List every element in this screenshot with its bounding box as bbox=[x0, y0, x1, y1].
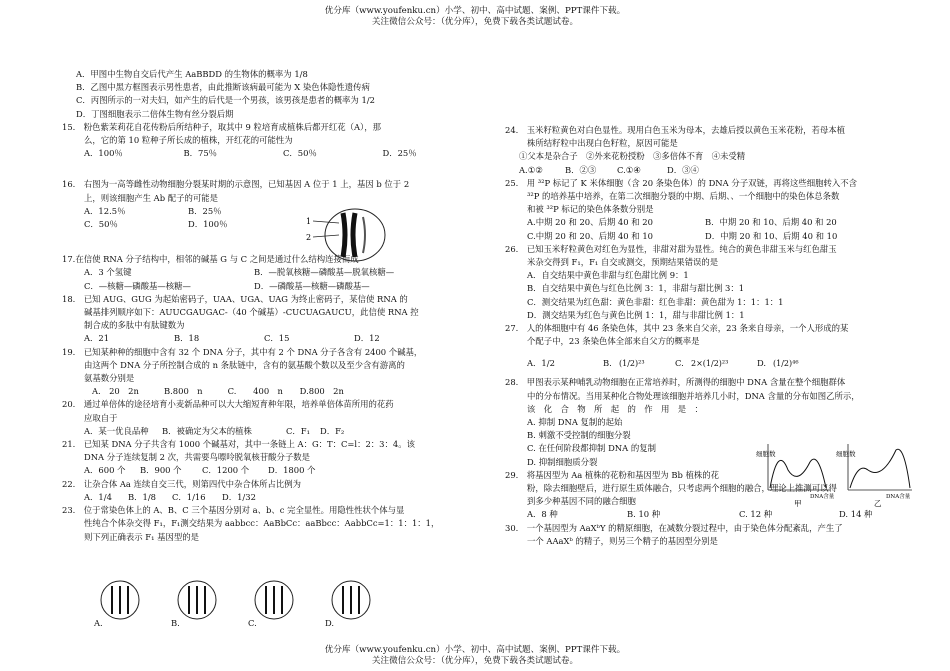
caption-yi: 乙 bbox=[874, 499, 882, 508]
footer-line-2: 关注微信公众号：（优分库），免费下载各类试题试卷。 bbox=[371, 656, 579, 666]
q18-option-d: D．12 bbox=[354, 333, 380, 344]
caption-jia: 甲 bbox=[794, 499, 802, 508]
q25-stem-1: 25. 用 ³²P 标记了 K 米体细胞（含 20 条染色体）的 DNA 分子双链，再将这些细胞转入不含 bbox=[505, 177, 857, 188]
q24-option-b: B．②③ bbox=[565, 164, 597, 175]
header-line-2: 关注微信公众号：（优分库），免费下载各类试题试卷。 bbox=[371, 17, 579, 27]
q18-option-a: A．21 bbox=[84, 333, 110, 344]
q28-option-a: A. 抑制 DNA 复制的起始 bbox=[527, 417, 623, 428]
q29-options bbox=[505, 508, 915, 521]
q23-option-a: A. bbox=[94, 618, 103, 628]
q28-stem-1: 28. 甲图表示某种哺乳动物细胞在正常培养时，所测得的细胞中 DNA 含量在整个细胞群体 bbox=[505, 377, 846, 388]
q15-option-a: A．100％ bbox=[84, 148, 123, 159]
q21-stem-2: DNA 分子连续复制 2 次，共需要鸟嘌呤脱氧核苷酸分子数是 bbox=[84, 452, 311, 463]
q30-stem-2: 一个 AAaXᵇ 的精子，则另三个精子的基因型分别是 bbox=[527, 535, 718, 546]
q24-option-d: D．③④ bbox=[667, 164, 699, 175]
q29-option-b: B. 10 种 bbox=[627, 509, 661, 520]
q23-figure-b bbox=[178, 581, 216, 619]
q16-option-d: D．100％ bbox=[188, 219, 228, 230]
q23-stem-1: 23. 位于常染色体上的 A、B、C 三个基因分别对 a、b、c 完全显性。用隐性性状个体与显 bbox=[62, 505, 405, 516]
q17-stem: 17.在信使 RNA 分子结构中，相邻的碱基 G 与 C 之间是通过什么结构连接而成 bbox=[62, 254, 359, 265]
q28-graph-jia bbox=[756, 444, 835, 508]
page-header bbox=[0, 6, 950, 28]
q23-stem-2: 性纯合个体杂交得 F₁，F₁测交结果为 aabbcc：AaBbCc：aaBbcc：AabbCc=1：1：1：1， bbox=[84, 518, 440, 529]
q14-option-c: C．丙图所示的一对夫妇，如产生的后代是一个男孩，该男孩是患者的概率为 1/2 bbox=[76, 95, 375, 106]
q17-options-row1 bbox=[62, 266, 482, 279]
q20-option-b: B．被确定为父本的植株 bbox=[162, 425, 252, 436]
q27-option-d: D. bbox=[757, 358, 767, 369]
q26-stem-2: 米杂交得到 F₁，F₁ 自交或测交，预期结果错误的是 bbox=[527, 257, 719, 268]
q25-options-row1 bbox=[505, 216, 915, 229]
q15-option-b: B．75％ bbox=[183, 148, 218, 159]
q27-option-a: A．1/2 bbox=[527, 358, 555, 369]
q16-stem-1: 16. 右图为一高等雌性动物细胞分裂某时期的示意图，已知基因 A 位于 1 上，基因 b 位于 2 bbox=[62, 179, 410, 190]
q26-option-b: B．自交结果中黄色与红色比例 3：1，非甜与甜比例 3：1 bbox=[527, 283, 745, 294]
q20-option-c: C．F₁ bbox=[286, 425, 310, 436]
q29-option-c: C. 12 种 bbox=[739, 509, 773, 520]
q17-options-row2 bbox=[62, 280, 482, 293]
q21-options bbox=[62, 464, 482, 477]
q18-stem-2: 碱基排列顺序如下：AUUCGAUGAC-（40 个碱基）-CUCUAGAUCU，此信使 RNA 控 bbox=[84, 307, 419, 318]
q27-stem-2: 个配子中，23 条染色体全部来自父方的概率是 bbox=[527, 336, 700, 347]
xlabel-jia: DNA含量 bbox=[810, 494, 835, 500]
chromosome-left bbox=[343, 213, 345, 257]
q28-option-c: C. 在任何阶段都抑制 DNA 的复制 bbox=[527, 443, 656, 454]
q25-option-a: A.中期 20 和 20、后期 40 和 20 bbox=[527, 217, 653, 228]
q28-graph-yi bbox=[836, 444, 912, 508]
q19-stem-2: 由这两个 DNA 分子所控制合成的 n 条肽链中，含有的氨基酸个数以及至少含有游离的 bbox=[84, 359, 405, 370]
q25-option-c: C.中期 20 和 20、后期 40 和 10 bbox=[527, 230, 653, 241]
q26-stem-1: 26. 已知玉米籽粒黄色对红色为显性，非甜对甜为显性。纯合的黄色非甜玉米与红色甜玉 bbox=[505, 243, 837, 254]
q19-stem-1: 19. 已知某种种的细胞中含有 32 个 DNA 分子，其中有 2 个 DNA 分子各含有 2400 个碱基， bbox=[62, 346, 423, 357]
q23-figures bbox=[92, 578, 392, 630]
q24-stem-1: 24. 玉米籽粒黄色对白色显性。现用白色玉米为母本，去雄后授以黄色玉米花粉，若母本植 bbox=[505, 125, 845, 135]
q29-stem-3: 到多少种基因不同的融合细胞 bbox=[527, 496, 636, 507]
q25-option-b: B．中期 20 和 10、后期 40 和 20 bbox=[705, 217, 837, 228]
q16-option-c: C．50％ bbox=[84, 219, 118, 230]
q16-option-a: A．12.5％ bbox=[84, 205, 126, 216]
q23-stem-3: 则下列正确表示 F₁ 基因型的是 bbox=[84, 531, 199, 542]
q27-option-c-value: 2×(1/2)²³ bbox=[691, 359, 729, 369]
q14-option-b: B．乙图中黑方框图表示男性患者，由此推断该病最可能为 X 染色体隐性遗传病 bbox=[76, 82, 370, 93]
q27-option-c: C. bbox=[675, 358, 684, 369]
q29-option-a: A．8 种 bbox=[527, 509, 558, 520]
q21-option-b: B．900 个 bbox=[140, 465, 182, 476]
q21-option-a: A．600 个 bbox=[84, 465, 126, 476]
q15-option-d: D．25％ bbox=[382, 148, 417, 159]
q23-figure-a bbox=[101, 581, 139, 619]
q15-stem-1: 15. 粉色紫茉莉花自花传粉后所结种子，取其中 9 粒培育成植株后都开红花（A），那 bbox=[62, 121, 381, 132]
q21-option-c: C．1200 个 bbox=[202, 465, 250, 476]
q28-dna-figure bbox=[756, 440, 916, 508]
q30-stem-1: 30. 一个基因型为 AaXᵇY 的精原细胞，在减数分裂过程中，由于染色体分配紊乱，产生了 bbox=[505, 522, 843, 533]
q25-stem-2: ³²P 的培养基中培养，在第二次细胞分裂的中期、后期、、一个细胞中的染色体总条数 bbox=[527, 191, 840, 202]
left-column bbox=[62, 68, 482, 544]
q22-stem: 22. 让杂合体 Aa 连续自交三代，则第四代中杂合体所占比例为 bbox=[62, 478, 302, 489]
q23-option-b: B. bbox=[171, 618, 180, 628]
ylabel-yi: 细胞数 bbox=[836, 450, 856, 458]
q22-option-b: B．1/8 bbox=[128, 491, 157, 502]
q22-option-c: C．1/16 bbox=[172, 491, 206, 502]
q18-stem-3: 制合成的多肽中有肽键数为 bbox=[84, 320, 185, 331]
q16-cell-diagram bbox=[305, 205, 389, 265]
q18-stem-1: 18. 已知 AUG、GUG 为起始密码子，UAA、UGA、UAG 为终止密码子，某信使 RNA 的 bbox=[62, 293, 408, 304]
xlabel-yi: DNA含量 bbox=[886, 494, 911, 500]
q23-option-c: C. bbox=[248, 618, 257, 628]
ylabel-jia: 细胞数 bbox=[756, 450, 776, 458]
q20-stem-1: 20. 通过单倍体的途径培育小麦新品种可以大大缩短育种年限，培养单倍体苗所用的花药 bbox=[62, 399, 394, 410]
q26-option-d: D．测交结果为红色与黄色比例 1：1，甜与非甜比例 1：1 bbox=[527, 309, 745, 320]
q16-options-row2 bbox=[62, 218, 482, 231]
header-line-1: 优分库（www.youfenku.cn）小学、初中、高中试题、案例、PPT课件下载。 bbox=[324, 6, 626, 16]
q27-option-b: B. bbox=[603, 358, 612, 369]
q22-option-d: D．1/32 bbox=[222, 491, 256, 502]
q25-options-row2 bbox=[505, 230, 915, 243]
q16-options-row1 bbox=[62, 205, 482, 218]
q27-stem-1: 27. 人的体细胞中有 46 条染色体，其中 23 条来自父亲，23 条来自母亲，一个人形成的某 bbox=[505, 323, 849, 334]
q24-option-a: A.①② bbox=[519, 164, 543, 175]
q22-option-a: A．1/4 bbox=[84, 491, 112, 502]
q29-stem-2: 粉，除去细胞壁后，进行原生质体融合，只考虑两个细胞的融合，理论上推测可以得 bbox=[527, 483, 837, 494]
q24-stem-2: 株所结籽粒中出现白色籽粒，原因可能是 bbox=[527, 138, 678, 149]
q26-option-a: A．自交结果中黄色非甜与红色甜比例 9：1 bbox=[527, 270, 689, 281]
q18-option-b: B．18 bbox=[174, 333, 200, 344]
q17-option-b: B．—脱氧核糖—磷酸基—脱氧核糖— bbox=[254, 267, 395, 278]
q17-option-a: A．3 个氢键 bbox=[84, 267, 132, 278]
q22-options bbox=[62, 491, 482, 504]
q15-options bbox=[62, 147, 482, 160]
q16-option-b: B．25％ bbox=[188, 205, 222, 216]
curve-yi bbox=[850, 449, 910, 488]
q26-option-c: C．测交结果为红色甜：黄色非甜：红色非甜：黄色甜为 1：1：1：1 bbox=[527, 296, 784, 307]
q15-stem-2: 么，它的第 10 粒种子所长成的植株，开红花的可能性为 bbox=[84, 135, 293, 146]
q18-option-c: C．15 bbox=[264, 333, 290, 344]
spindle-fiber bbox=[363, 217, 365, 253]
q19-options: A. 20 2n B.800 n C. 400 n D.800 2n bbox=[92, 386, 344, 397]
q19-stem-3: 氨基数分别是 bbox=[84, 373, 135, 384]
q28-stem-3: 该 化 合 物 所 起 的 作 用 是 ： bbox=[527, 403, 703, 414]
q23-figure-c bbox=[255, 581, 293, 619]
q25-option-d: D．中期 20 和 10、后期 40 和 10 bbox=[705, 230, 838, 241]
q27-option-d-value: (1/2)⁴⁶ bbox=[773, 359, 799, 369]
q20-option-d: D．F₂ bbox=[320, 425, 345, 436]
label-2: 2 bbox=[306, 233, 312, 242]
q28-option-d: D. 抑制细胞质分裂 bbox=[527, 456, 598, 467]
q28-option-b: B. 刺激不受控制的细胞分裂 bbox=[527, 430, 631, 441]
q17-option-d: D．—磷酸基—核糖—磷酸基— bbox=[254, 280, 370, 291]
curve-jia bbox=[770, 459, 826, 488]
q14-option-a: A．甲图中生物自交后代产生 AaBBDD 的生物体的概率为 1/8 bbox=[76, 69, 308, 79]
label-1: 1 bbox=[306, 217, 312, 226]
q20-option-a: A．某一优良品种 bbox=[84, 425, 149, 436]
q20-options bbox=[62, 425, 482, 438]
q24-items: ①父本是杂合子 ②外来花粉授粉 ③多倍体不育 ④未受精 bbox=[519, 151, 746, 162]
q29-stem-1: 29. 将基因型为 Aa 植株的花粉和基因型为 Bb 植株的花 bbox=[505, 469, 720, 480]
q23-figure-d bbox=[332, 581, 370, 619]
footer-line-1: 优分库（www.youfenku.cn）小学、初中、高中试题、案例、PPT课件下载。 bbox=[324, 645, 626, 655]
q23-option-d: D. bbox=[325, 618, 335, 628]
q25-stem-3: 和被 ³²P 标记的染色体条数分别是 bbox=[527, 204, 654, 215]
q15-option-c: C．50％ bbox=[283, 148, 317, 159]
q14-option-d: D．丁图细胞表示二倍体生物有丝分裂后期 bbox=[76, 108, 234, 119]
q29-option-d: D. 14 种 bbox=[839, 509, 873, 520]
q27-options bbox=[505, 348, 915, 370]
q16-stem-2: 上，则该细胞产生 Ab 配子的可能是 bbox=[84, 192, 218, 203]
q18-options bbox=[62, 332, 482, 345]
q28-stem-2: 中的分布情况。当用某种化合物处理该细胞并培养几小时，DNA 含量的分布如图乙所示， bbox=[527, 390, 860, 401]
q27-option-b-value: (1/2)²³ bbox=[619, 359, 645, 369]
q17-option-c: C．—核糖—磷酸基—核糖— bbox=[84, 280, 191, 291]
chromosome-middle bbox=[353, 213, 355, 257]
q20-stem-2: 应取自于 bbox=[84, 412, 118, 423]
q24-option-c: C.①④ bbox=[617, 164, 641, 175]
q21-stem-1: 21. 已知某 DNA 分子共含有 1000 个碱基对，其中一条链上 A：G：T：C=l：2：3：4。该 bbox=[62, 439, 415, 450]
q21-option-d: D．1800 个 bbox=[268, 465, 316, 476]
page-footer bbox=[0, 645, 950, 667]
q24-options bbox=[505, 164, 915, 177]
